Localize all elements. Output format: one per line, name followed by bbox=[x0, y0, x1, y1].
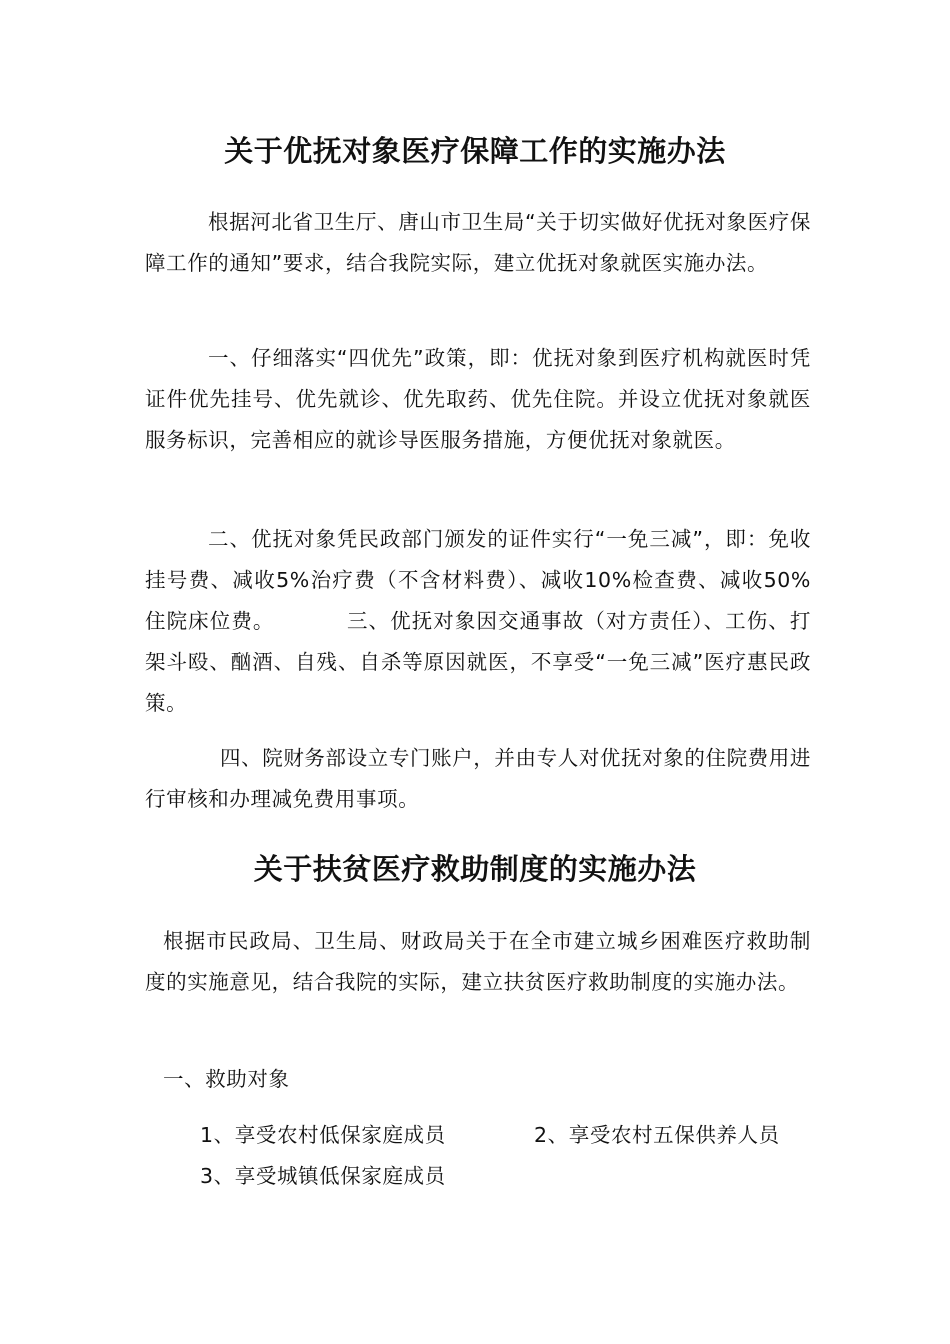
list-item: 1、享受农村低保家庭成员 bbox=[200, 1123, 446, 1147]
section1-title: 关于优抚对象医疗保障工作的实施办法 bbox=[224, 134, 726, 168]
section1-item-3-text: 三、优抚对象因交通事故（对方责任）、工伤、打架斗殴、酗酒、自残、自杀等原因就医，不享受“一免三减”医疗惠民政策。 bbox=[145, 609, 811, 715]
section2-heading-rescue-targets: 一、救助对象 bbox=[163, 1067, 290, 1091]
list-item: 2、享受农村五保供养人员 bbox=[534, 1123, 780, 1147]
section1-item-1-paragraph: 一、仔细落实“四优先”政策，即：优抚对象到医疗机构就医时凭证件优先挂号、优先就诊、优先取药、优先住院。并设立优抚对象就医服务标识，完善相应的就诊导医服务措施，方便优抚对象就医。 bbox=[145, 346, 811, 452]
section1-item-2-3-paragraph bbox=[145, 519, 811, 724]
section1-item-4-paragraph: 四、院财务部设立专门账户，并由专人对优抚对象的住院费用进行审核和办理减免费用事项。 bbox=[145, 746, 811, 811]
section2-title: 关于扶贫医疗救助制度的实施办法 bbox=[253, 852, 697, 886]
section2-intro-paragraph: 根据市民政局、卫生局、财政局关于在全市建立城乡困难医疗救助制度的实施意见，结合我院的实际，建立扶贫医疗救助制度的实施办法。 bbox=[145, 929, 811, 994]
section1-item-2-text: 二、优抚对象凭民政部门颁发的证件实行“一免三减”，即：免收挂号费、减收5%治疗费（不含材料费）、减收10%检查费、减收50%住院床位费。 bbox=[145, 527, 811, 633]
list-item: 3、享受城镇低保家庭成员 bbox=[200, 1164, 446, 1188]
section1-intro-paragraph: 根据河北省卫生厅、唐山市卫生局“关于切实做好优抚对象医疗保障工作的通知”要求，结合我院实际，建立优抚对象就医实施办法。 bbox=[145, 210, 811, 275]
